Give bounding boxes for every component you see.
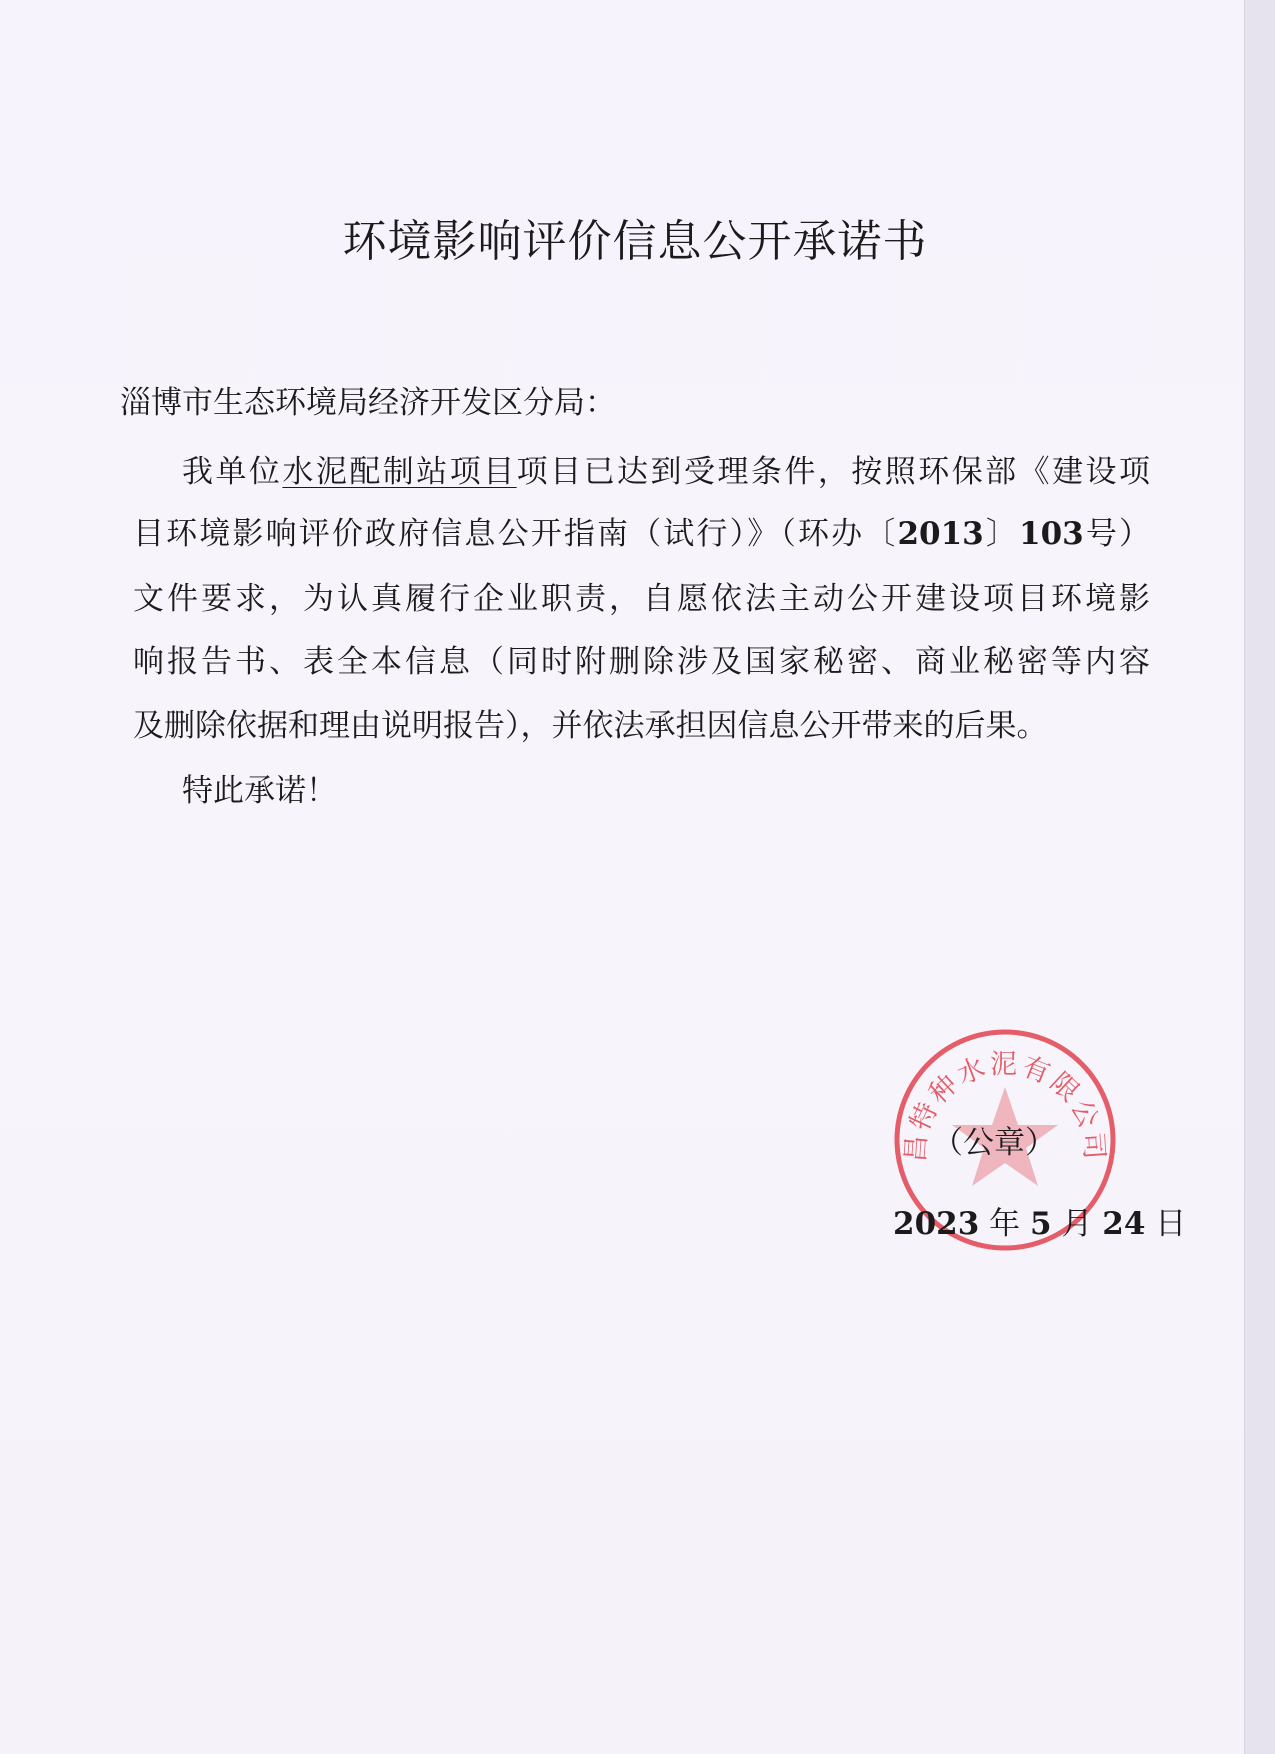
- body-line-3: 文件要求，为认真履行企业职责，自愿依法主动公开建设项目环境影: [133, 581, 1150, 617]
- body-line-2: [133, 508, 1150, 553]
- addressee: 淄博市生态环境局经济开发区分局：: [120, 385, 616, 421]
- doc-year: 2013: [897, 516, 984, 552]
- line1-suffix: 项目已达到受理条件，按照环保部《建设项: [516, 454, 1151, 490]
- line2-prefix: 目环境影响评价政府信息公开指南（试行）》（环办〔: [133, 516, 898, 552]
- line2-mid: 〕: [983, 516, 1020, 552]
- date-day: 24: [1102, 1206, 1146, 1242]
- date-month-unit: 月: [1061, 1206, 1093, 1242]
- closing-statement: 特此承诺！: [182, 773, 337, 809]
- body-line-1: [182, 446, 1150, 491]
- date-day-unit: 日: [1155, 1206, 1187, 1242]
- date-month: 5: [1030, 1206, 1052, 1242]
- seal-stamp-text: 昌特种水泥有限公司: [900, 1049, 1110, 1164]
- body-line-4: 响报告书、表全本信息（同时附删除涉及国家秘密、商业秘密等内容: [133, 644, 1150, 680]
- date-year: 2023: [893, 1206, 980, 1242]
- doc-number: 103: [1019, 516, 1084, 552]
- body-line-5: 及删除依据和理由说明报告），并依法承担因信息公开带来的后果。: [133, 708, 1048, 744]
- seal-label: （公章）: [932, 1125, 1056, 1161]
- document-title: 环境影响评价信息公开承诺书: [342, 216, 928, 267]
- project-name: 水泥配制站项目: [282, 454, 517, 490]
- signing-date: [893, 1198, 1186, 1243]
- line2-suffix: 号）: [1083, 516, 1151, 552]
- line1-prefix: 我单位: [182, 454, 283, 490]
- scan-edge: [1244, 0, 1275, 1754]
- date-year-unit: 年: [989, 1206, 1021, 1242]
